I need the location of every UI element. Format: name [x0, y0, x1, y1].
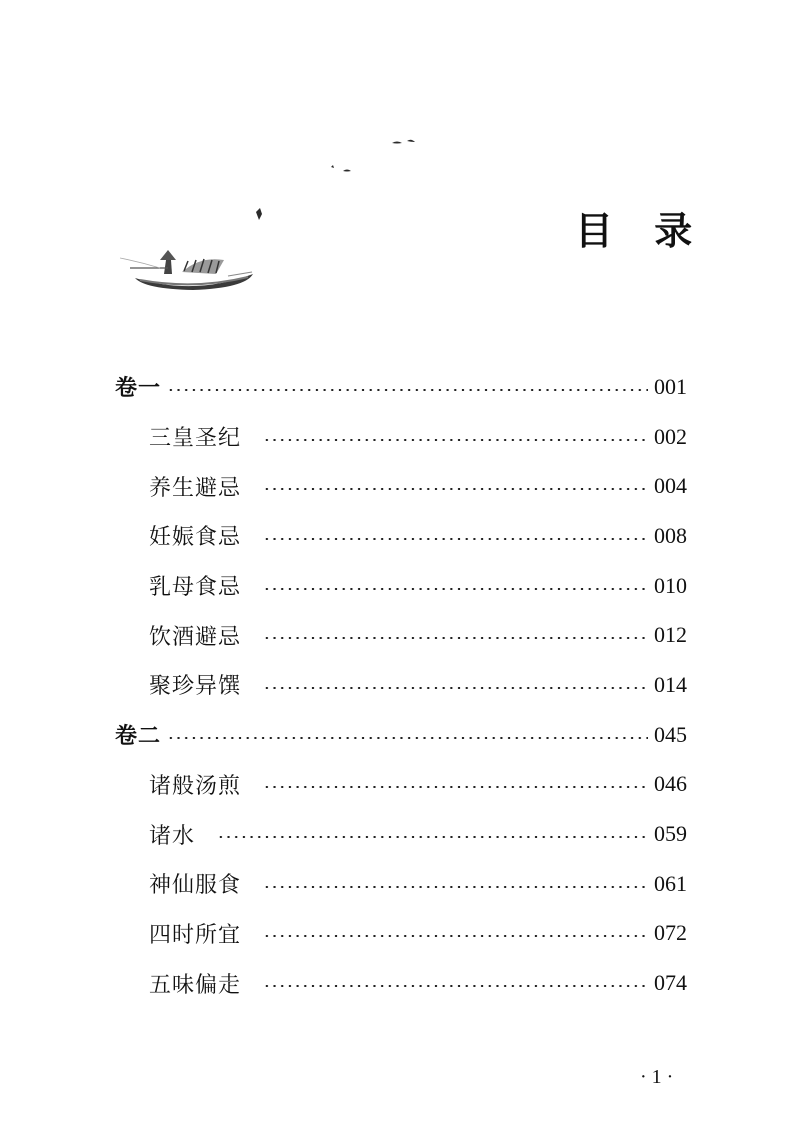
dot-leader	[167, 737, 648, 739]
bird-icon	[392, 142, 402, 144]
toc-entry-page: 008	[654, 522, 687, 548]
toc-section-entry[interactable]	[115, 511, 687, 561]
boat-icon	[120, 250, 253, 290]
toc-entry-page: 072	[654, 920, 687, 946]
page-title: 目 录	[575, 209, 707, 253]
dot-leader	[263, 935, 648, 937]
toc-section-entry[interactable]	[115, 412, 687, 462]
toc-entry-label: 乳母食忌	[149, 575, 242, 601]
toc-entry-page: 059	[654, 821, 687, 847]
toc-entry-page: 002	[654, 423, 687, 449]
toc-section-entry[interactable]	[115, 958, 687, 1008]
toc-entry-label: 聚珍异馔	[149, 674, 242, 700]
toc-section-entry[interactable]	[115, 610, 687, 660]
toc-entry-page: 061	[654, 870, 687, 896]
bird-icon	[407, 140, 415, 142]
dot-leader	[217, 836, 648, 838]
toc-section-entry[interactable]	[115, 809, 687, 859]
toc-entry-label: 妊娠食忌	[149, 525, 242, 551]
ink-boat-illustration	[120, 130, 420, 310]
dot-leader	[263, 886, 648, 888]
toc-entry-page: 010	[654, 572, 687, 598]
table-of-contents	[115, 362, 687, 1008]
dot-leader	[263, 588, 648, 590]
toc-section-entry[interactable]	[115, 760, 687, 810]
toc-entry-label: 卷二	[115, 723, 162, 750]
toc-entry-page: 004	[654, 473, 687, 499]
toc-entry-label: 养生避忌	[149, 475, 242, 501]
toc-entry-page: 046	[654, 771, 687, 797]
toc-entry-label: 诸般汤煎	[149, 773, 242, 799]
dot-leader	[167, 389, 648, 391]
dot-leader	[263, 488, 648, 490]
toc-section-entry[interactable]	[115, 660, 687, 710]
bird-icon	[256, 208, 262, 220]
bird-icon	[331, 165, 334, 168]
toc-entry-page: 001	[654, 373, 687, 399]
dot-leader	[263, 538, 648, 540]
page-number: · 1 ·	[640, 1066, 674, 1088]
toc-entry-label: 三皇圣纪	[149, 426, 242, 452]
toc-section-entry[interactable]	[115, 561, 687, 611]
toc-entry-page: 045	[654, 721, 687, 747]
toc-entry-label: 饮酒避忌	[149, 624, 242, 650]
toc-section-entry[interactable]	[115, 859, 687, 909]
toc-volume-entry[interactable]	[115, 362, 687, 412]
toc-volume-entry[interactable]	[115, 710, 687, 760]
dot-leader	[263, 985, 648, 987]
toc-entry-page: 014	[654, 671, 687, 697]
dot-leader	[263, 687, 648, 689]
dot-leader	[263, 439, 648, 441]
dot-leader	[263, 786, 648, 788]
toc-entry-label: 诸水	[149, 823, 196, 849]
toc-section-entry[interactable]	[115, 461, 687, 511]
toc-entry-label: 五味偏走	[149, 972, 242, 998]
dot-leader	[263, 637, 648, 639]
bird-icon	[343, 170, 351, 172]
toc-entry-label: 卷一	[115, 375, 162, 402]
toc-entry-page: 012	[654, 622, 687, 648]
toc-section-entry[interactable]	[115, 909, 687, 959]
toc-entry-label: 四时所宜	[149, 922, 242, 948]
toc-entry-label: 神仙服食	[149, 873, 242, 899]
toc-entry-page: 074	[654, 970, 687, 996]
